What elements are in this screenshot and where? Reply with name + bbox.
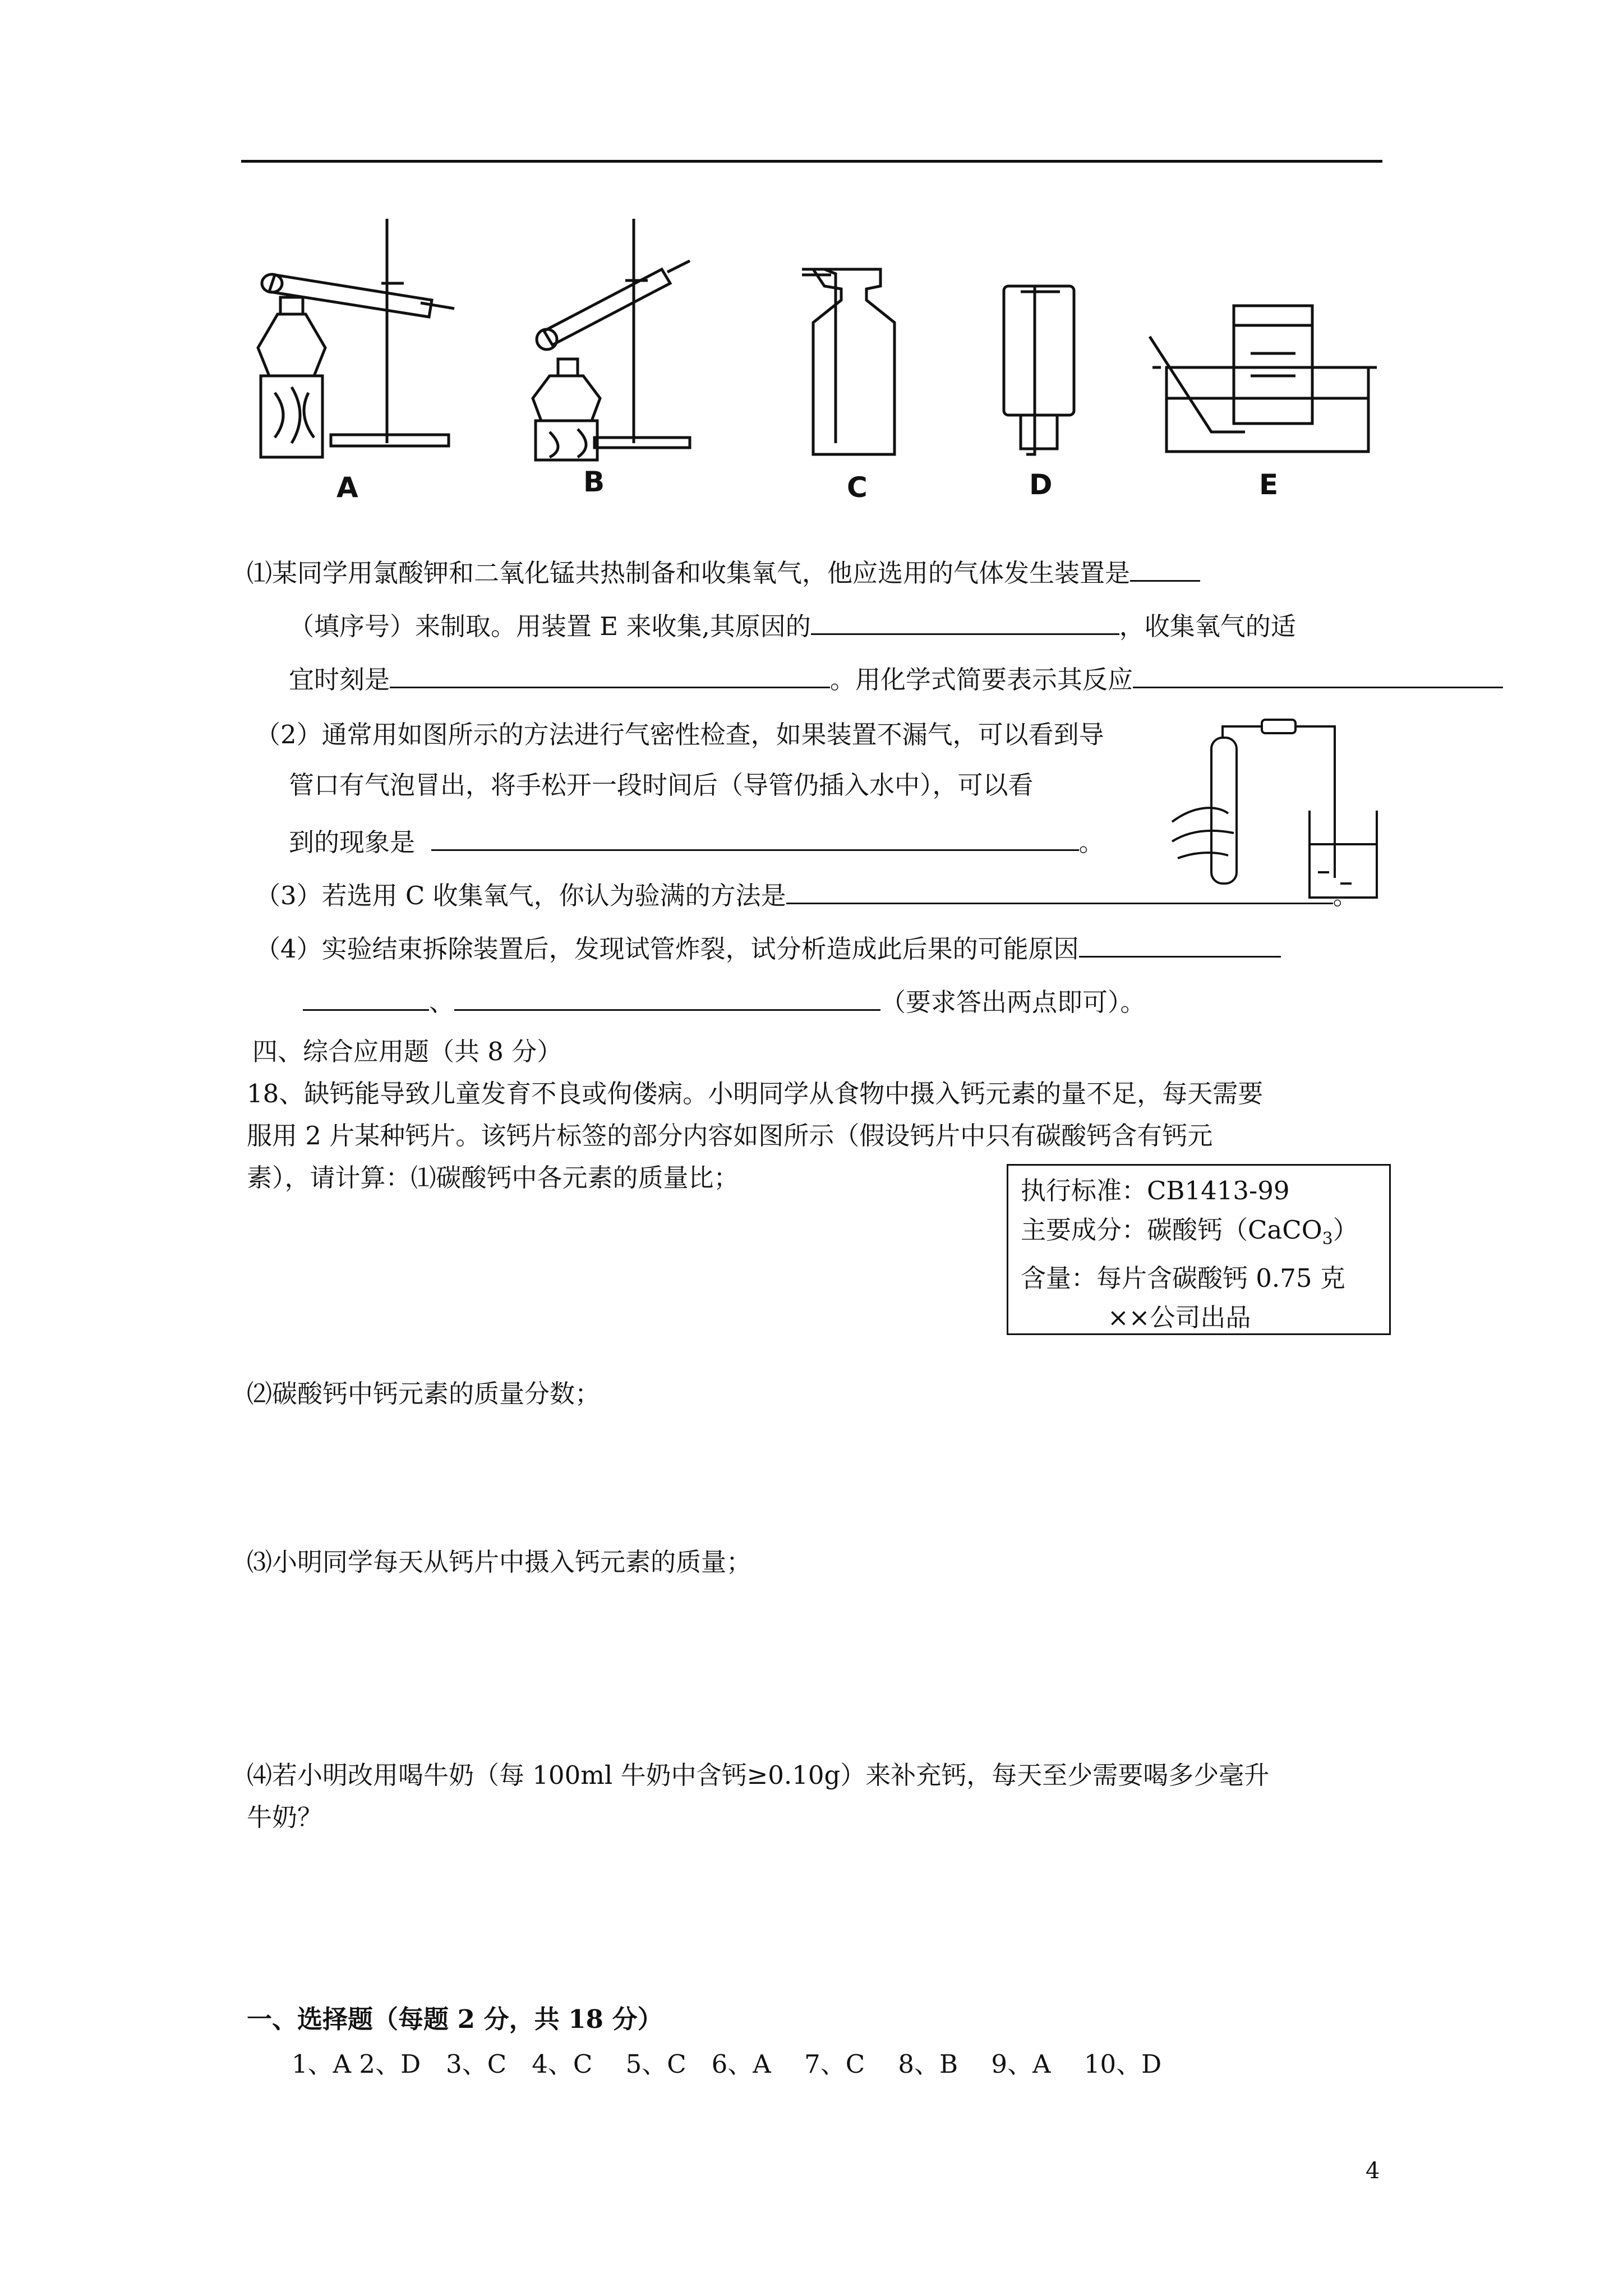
answer-blank[interactable] (1079, 931, 1281, 958)
q18-sub4-line2: 牛奶？ (247, 1802, 323, 1832)
q17-part3 (255, 878, 1358, 913)
calcium-tablet-label (1007, 1164, 1391, 1335)
answer-blank[interactable] (390, 662, 830, 688)
q18-sub3: ⑶小明同学每天从钙片中摄入钙元素的质量； (247, 1547, 752, 1577)
page-number: 4 (1366, 2158, 1380, 2184)
answer-blank[interactable] (1133, 662, 1503, 688)
apparatus-e (1150, 306, 1377, 452)
apparatus-a (258, 219, 454, 457)
q17-p4-text: （要求答出两点即可）。 (880, 987, 1146, 1017)
q17-p2-text: 。 (1078, 827, 1104, 857)
q17-part4-line1 (255, 931, 1281, 966)
q17-p4-text: （4）实验结束拆除装置后，发现试管炸裂，试分析造成此后果的可能原因 (255, 934, 1079, 964)
answer-blank[interactable] (454, 984, 880, 1011)
q17-part1-line3 (289, 662, 1503, 697)
q18-sub2: ⑵碳酸钙中钙元素的质量分数； (247, 1379, 601, 1409)
q18-line1: 18、缺钙能导致儿童发育不良或佝偻病。小明同学从食物中摄入钙元素的量不足，每天需要 (247, 1079, 1264, 1108)
figure-label-e: E (1259, 468, 1279, 501)
q17-p1-text: 宜时刻是 (289, 665, 390, 694)
answers-title: 一、选择题（每题 2 分，共 18 分） (247, 2004, 663, 2034)
q17-p4-text: 、 (429, 987, 455, 1017)
q17-part2-line1: （2）通常用如图所示的方法进行气密性检查，如果装置不漏气，可以看到导 (255, 720, 1104, 749)
answer-blank[interactable] (303, 984, 429, 1011)
q17-part2-line3 (289, 825, 1104, 859)
answers-line: 1、A 2、D 3、C 4、C 5、C 6、A 7、C 8、B 9、A 10、D (292, 2049, 1162, 2079)
apparatus-c (802, 269, 895, 454)
label-ingredient: 主要成分：碳酸钙（CaCO$_3$） (1021, 1215, 1358, 1249)
q18-line3: 素），请计算：⑴碳酸钙中各元素的质量比； (247, 1163, 739, 1193)
answer-blank[interactable] (431, 825, 1079, 851)
label-standard: 执行标准：CB1413-99 (1021, 1176, 1290, 1205)
figure-label-c: C (847, 471, 868, 504)
apparatus-d (1004, 286, 1074, 454)
q17-p1-text: 。用化学式简要表示其反应 (830, 665, 1133, 694)
header-rule (241, 160, 1382, 163)
answer-blank[interactable] (786, 878, 1333, 904)
q17-p1-text: （填序号）来制取。用装置 E 来收集,其原因的 (289, 611, 811, 641)
q18-sub4-line1: ⑷若小明改用喝牛奶（每 100ml 牛奶中含钙≥0.10g）来补充钙，每天至少需要喝多少毫升 (247, 1760, 1270, 1790)
answer-blank[interactable] (1130, 555, 1200, 582)
q17-part1-line2 (289, 609, 1296, 643)
q17-part4-line2 (303, 984, 1146, 1019)
label-content: 含量：每片含碳酸钙 0.75 克 (1021, 1263, 1345, 1293)
q17-part1-line1 (247, 555, 1200, 590)
q17-p1-text: ⑴某同学用氯酸钾和二氧化锰共热制备和收集氧气，他应选用的气体发生装置是 (247, 558, 1131, 588)
q17-p1-text: ，收集氧气的适 (1119, 611, 1296, 641)
q17-p3-text: 。 (1332, 881, 1358, 910)
apparatus-figure (236, 208, 1402, 510)
q17-part2-line2: 管口有气泡冒出，将手松开一段时间后（导管仍插入水中），可以看 (289, 770, 1034, 800)
figure-label-a: A (336, 471, 358, 504)
q18-line2: 服用 2 片某种钙片。该钙片标签的部分内容如图所示（假设钙片中只有碳酸钙含有钙元 (247, 1121, 1213, 1151)
airtightness-check-figure (1166, 715, 1391, 900)
answer-blank[interactable] (811, 609, 1119, 635)
figure-label-b: B (583, 466, 605, 498)
q17-p2-text: 到的现象是 (289, 827, 416, 857)
figure-label-d: D (1029, 468, 1053, 501)
q17-p3-text: （3）若选用 C 收集氧气，你认为验满的方法是 (255, 881, 786, 910)
apparatus-b (533, 219, 690, 460)
label-maker: ××公司出品 (1108, 1303, 1251, 1332)
section4-title: 四、综合应用题（共 8 分） (252, 1037, 562, 1066)
